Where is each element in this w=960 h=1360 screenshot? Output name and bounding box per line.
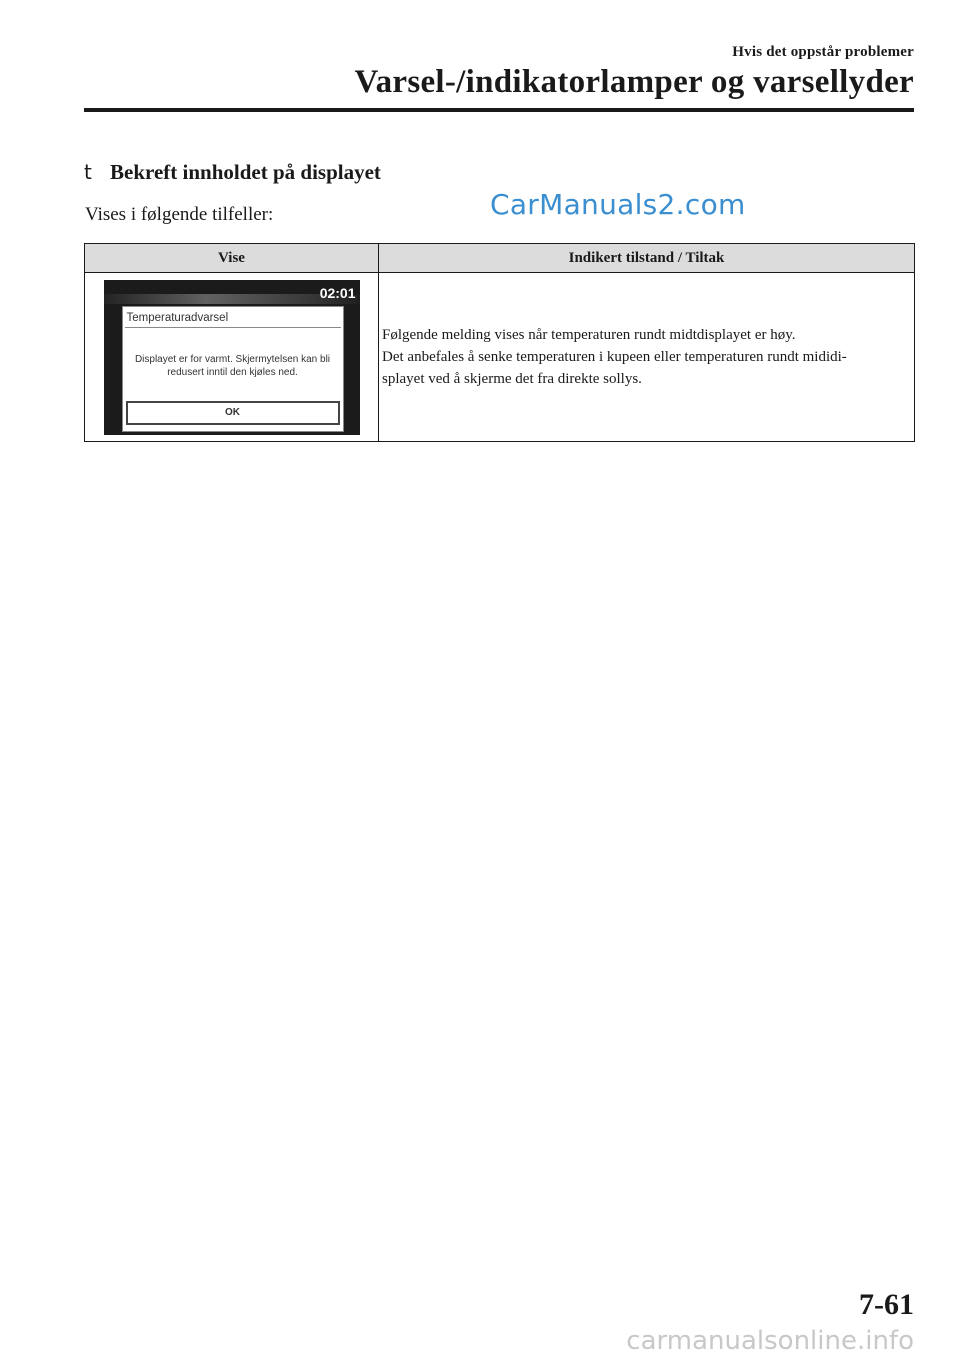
column-header-vise: Vise	[85, 244, 379, 273]
description-cell	[379, 273, 915, 442]
dialog-title: Temperaturadvarsel	[126, 311, 229, 324]
warning-dialog	[122, 306, 344, 432]
heading-text: Bekreft innholdet på displayet	[110, 160, 381, 184]
screen-clock: 02:01	[319, 284, 356, 301]
section-title: Varsel-/indikatorlamper og varsellyder	[354, 64, 914, 100]
description-line: Det anbefales å senke temperaturen i kupeen eller temperaturen rundt mididi-	[382, 349, 847, 365]
subsection-heading	[84, 160, 381, 185]
dialog-message: Displayet er for varmt. Skjermytelsen kan bli redusert inntil den kjøles ned.	[134, 353, 331, 378]
description-line: Følgende melding vises når temperaturen rundt midtdisplayet er høy.	[382, 327, 796, 343]
dialog-ok-button: OK	[126, 401, 340, 425]
column-header-tilstand: Indikert tilstand / Tiltak	[379, 244, 915, 273]
display-screenshot	[104, 280, 360, 435]
display-table	[84, 243, 915, 442]
intro-text: Vises i følgende tilfeller:	[85, 204, 274, 225]
chapter-title: Hvis det oppstår problemer	[732, 44, 914, 60]
table-header-row	[85, 244, 915, 273]
dialog-divider	[125, 327, 341, 328]
page-number: 7-61	[859, 1288, 914, 1321]
table-row	[85, 273, 915, 442]
watermark-carmanualsonline[interactable]: carmanualsonline.info	[626, 1326, 914, 1356]
header-rule	[84, 108, 914, 112]
screen-cell	[85, 273, 379, 442]
description-line: splayet ved å skjerme det fra direkte sollys.	[382, 371, 642, 387]
bullet-icon: t	[84, 160, 92, 184]
watermark-carmanuals2[interactable]: CarManuals2.com	[490, 188, 746, 221]
